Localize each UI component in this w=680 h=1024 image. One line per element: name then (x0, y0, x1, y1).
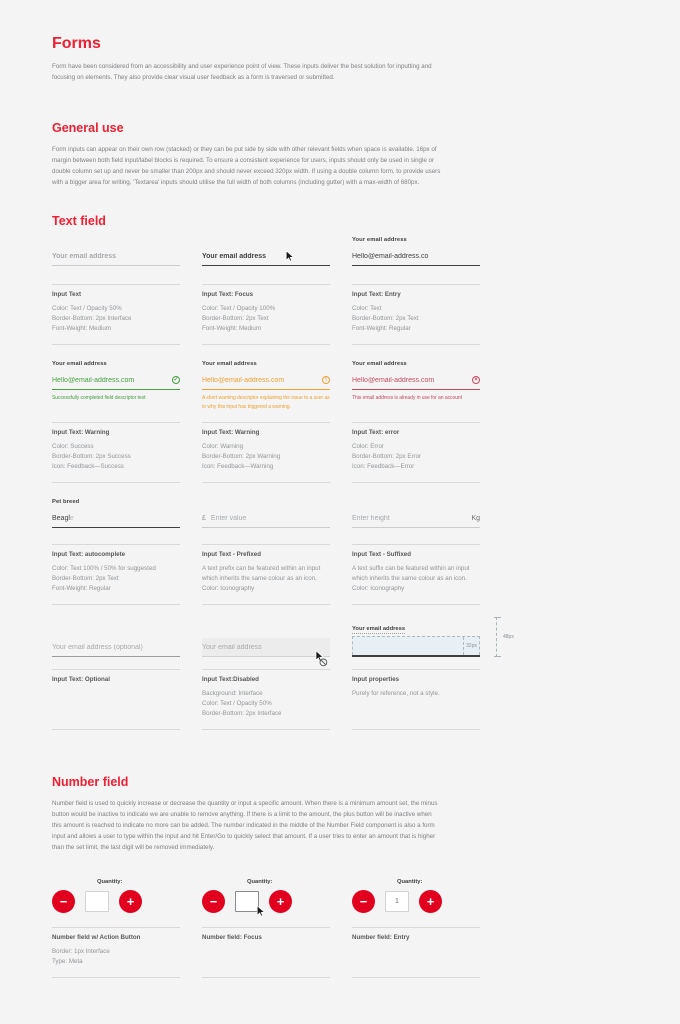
text-field-heading: Text field (52, 214, 106, 228)
inner-height-dimension: 32px (463, 637, 479, 655)
section-number-field (52, 775, 680, 978)
cell-input-entry (352, 237, 480, 345)
email-field-error[interactable] (352, 371, 480, 390)
cell-input-suffixed (352, 499, 480, 605)
number-field-grid (52, 875, 480, 978)
cursor-not-allowed-icon (315, 650, 328, 667)
spec-block (52, 927, 180, 978)
email-field-focus[interactable] (202, 247, 330, 266)
autocomplete-suggestion-text: e (69, 514, 74, 522)
email-field-entry[interactable] (352, 247, 480, 266)
email-field-default[interactable] (52, 247, 180, 266)
page-title: Forms (52, 35, 101, 52)
spec-line: Font-Weight: Medium (202, 325, 262, 332)
spec-title: Input properties (352, 676, 400, 683)
quantity-decrease-button[interactable]: − (352, 890, 375, 913)
spec-title: Number field w/ Action Button (52, 934, 141, 941)
email-field-warning[interactable] (202, 371, 330, 390)
spec-line: Background: Interface (202, 690, 263, 697)
spec-line: Border-Bottom: 2px Success (52, 453, 131, 460)
quantity-stepper-entry (352, 890, 480, 913)
quantity-increase-button[interactable]: + (269, 890, 292, 913)
field-label: Pet breed (52, 499, 80, 505)
quantity-label: Quantity: (247, 879, 273, 885)
spec-title: Input Text: Optional (52, 676, 110, 683)
spec-line: Border-Bottom: 2px Text (352, 315, 419, 322)
spec-block (352, 284, 480, 345)
spec-title: Number field: Focus (202, 934, 262, 941)
spec-block (52, 669, 180, 730)
spec-line: Border-Bottom: 2px Interface (202, 710, 282, 717)
cell-input-disabled (202, 621, 330, 730)
quantity-label: Quantity: (397, 879, 423, 885)
number-field-heading: Number field (52, 775, 129, 789)
cell-input-properties (352, 621, 514, 730)
general-use-paragraph: Form inputs can appear on their own row (stacked) or they can be put side by side with other relevant fields when space is available. 16px of margin between both field input/label blocks is required. To ensure a consistent experience for users, inputs should only be used in single or double column set up and never be smaller than 200px and should never exceed 320px width. If using a double column form, to provide users with a bigger area for writing, 'Textarea' inputs should utilise the full width of both columns (including gutter) with a max-width of 680px. (52, 146, 441, 186)
email-input-warning[interactable] (202, 377, 318, 384)
field-label: Your email address (202, 361, 257, 367)
spec-line: Color: Error (352, 443, 384, 450)
spec-block (202, 669, 330, 730)
spec-title: Input Text: Warning (202, 429, 260, 436)
quantity-decrease-button[interactable]: − (202, 890, 225, 913)
quantity-input-entry[interactable] (385, 891, 409, 912)
email-input-focus[interactable] (202, 253, 330, 260)
feedback-error-icon: × (472, 376, 480, 384)
cell-input-focus (202, 237, 330, 345)
email-input-default[interactable] (52, 253, 180, 260)
quantity-increase-button[interactable]: + (419, 890, 442, 913)
spec-block (202, 544, 330, 605)
helper-text: Successfully completed field descriptor text (52, 395, 146, 401)
spec-body: A text suffix can be featured within an input which inherits the same colour as an icon. (352, 565, 470, 582)
spec-line: Font-Weight: Medium (52, 325, 112, 332)
intro-paragraph: Form have been considered from an accessibility and user experience point of view. These inputs deliver the best solution for inputting and focusing on elements. They also provide clear visual user feedback as a form is traversed or submitted. (52, 63, 432, 81)
spec-title: Input Text: error (352, 429, 400, 436)
unit-suffix: Kg (471, 514, 480, 522)
spec-title: Input Text:Disabled (202, 676, 259, 683)
cell-input-optional (52, 621, 180, 730)
general-use-heading: General use (52, 121, 124, 135)
text-field-grid (52, 237, 514, 730)
spec-line: Color: Text / Opacity 50% (202, 700, 272, 707)
spec-line: Color: Warning (202, 443, 244, 450)
field-label: Your email address (352, 361, 407, 367)
outer-height-dimension: 48px (503, 634, 514, 640)
measure-line (496, 617, 497, 657)
field-label: Your email address (352, 237, 407, 243)
spec-title: Input Text - Prefixed (202, 551, 262, 558)
spec-line: Font-Weight: Regular (352, 325, 411, 332)
cursor-pointer-icon (256, 905, 265, 917)
cursor-pointer-icon (285, 250, 294, 262)
value-input[interactable] (211, 515, 330, 522)
spec-block (52, 544, 180, 605)
feedback-warning-icon: ! (322, 376, 330, 384)
spec-line: Border-Bottom: 2px Warning (202, 453, 281, 460)
cell-number-entry (352, 875, 480, 978)
pet-breed-field[interactable] (52, 509, 180, 528)
spec-line: Border-Bottom: 2px Text (202, 315, 269, 322)
height-input[interactable] (352, 515, 471, 522)
spec-title: Number field: Entry (352, 934, 410, 941)
spec-block (202, 422, 330, 483)
spec-line: Border-Bottom: 2px Interface (52, 315, 132, 322)
spec-title: Input Text - Suffixed (352, 551, 412, 558)
spec-line: Border-Bottom: 2px Error (352, 453, 422, 460)
quantity-stepper (52, 890, 180, 913)
section-general-use (52, 121, 680, 188)
spec-line: Color: Text / Opacity 100% (202, 305, 276, 312)
cell-input-error (352, 361, 480, 483)
email-input-entry[interactable] (352, 253, 480, 260)
number-field-paragraph: Number field is used to quickly increase or decrease the quantity or input a specific amount. When there is a minimum amount set, the minus button would be inactive to indicate we are unable to remove anything. If there is a limit to the amount, the plus button will be inactive when this amount is reached to indicate no more can be added. The number indicated in the middle of the Number Field component is also a form input and allows a user to type within the input and hit Enter/Go to quickly select that amount. If a user tries to enter an amount that is higher than the set limit, the last digit will be removed immediately. (52, 800, 438, 851)
spec-line: Color: Text 100% / 50% for suggested (52, 565, 156, 572)
quantity-increase-button[interactable]: + (119, 890, 142, 913)
helper-text: A short warning descriptor explaining the issue to a user as to why this input has triggered a warning. (202, 395, 330, 410)
autocomplete-typed-text: Beagl (52, 514, 70, 522)
section-text-field (52, 214, 680, 730)
spec-block (352, 669, 480, 730)
spec-block (52, 284, 180, 345)
optional-email-input[interactable] (52, 644, 180, 651)
optional-field[interactable] (52, 638, 180, 657)
disabled-email-input (202, 644, 330, 651)
spec-line: Font-Weight: Regular (52, 585, 111, 592)
quantity-input[interactable] (85, 891, 109, 912)
cell-input-prefixed (202, 499, 330, 605)
spec-title: Input Text: Warning (52, 429, 110, 436)
cell-input-autocomplete (52, 499, 180, 605)
spec-line: Border: 1px Interface (52, 948, 110, 955)
spec-line: Color: Iconography (202, 585, 255, 592)
cell-input-warning (202, 361, 330, 483)
spec-body: A text prefix can be featured within an input which inherits the same colour as an icon. (202, 565, 321, 582)
cell-number-focus (202, 875, 330, 978)
cell-input-default (52, 237, 180, 345)
spec-block (352, 422, 480, 483)
spec-block (202, 927, 330, 978)
email-input-error[interactable] (352, 377, 468, 384)
spec-line: Color: Iconography (352, 585, 405, 592)
spec-line: Icon: Feedback—Success (52, 463, 124, 470)
feedback-success-icon: ✓ (173, 377, 179, 383)
spec-line: Color: Success (52, 443, 94, 450)
spec-line: Icon: Feedback—Warning (202, 463, 274, 470)
spec-line: Border-Bottom: 2px Text (52, 575, 119, 582)
field-label: Your email address (52, 361, 107, 367)
outer-height-measure (492, 617, 514, 657)
cell-input-success (52, 361, 180, 483)
helper-text: This email address is already in use for an account (352, 395, 463, 401)
email-input-success[interactable] (52, 377, 168, 384)
quantity-stepper-focus (202, 890, 330, 913)
suffixed-field[interactable] (352, 509, 480, 528)
quantity-decrease-button[interactable]: − (52, 890, 75, 913)
spec-line: Type: Meta (52, 958, 83, 965)
currency-prefix: £ (202, 514, 206, 522)
disabled-field (202, 638, 330, 657)
spec-title: Input Text: Focus (202, 291, 254, 298)
input-spec-diagram (352, 617, 514, 657)
spec-line: Color: Text / Opacity 50% (52, 305, 122, 312)
spec-block (352, 927, 480, 978)
prefixed-field[interactable] (202, 509, 330, 528)
spec-line: Color: Text (352, 305, 382, 312)
spec-line: Icon: Feedback—Error (352, 463, 415, 470)
spec-title: Input Text: Entry (352, 291, 401, 298)
spec-body: Purely for reference, not a style. (352, 690, 440, 697)
spec-title: Input Text (52, 291, 82, 298)
diagram-label: Your email address (352, 626, 406, 632)
diagram-underline (352, 655, 480, 657)
spec-block (52, 422, 180, 483)
email-field-success[interactable] (52, 371, 180, 390)
spec-title: Input Text: autocomplete (52, 551, 126, 558)
diagram-input-box (352, 636, 480, 655)
spec-block (352, 544, 480, 605)
quantity-label: Quantity: (97, 879, 123, 885)
cell-number-action (52, 875, 180, 978)
spec-block (202, 284, 330, 345)
